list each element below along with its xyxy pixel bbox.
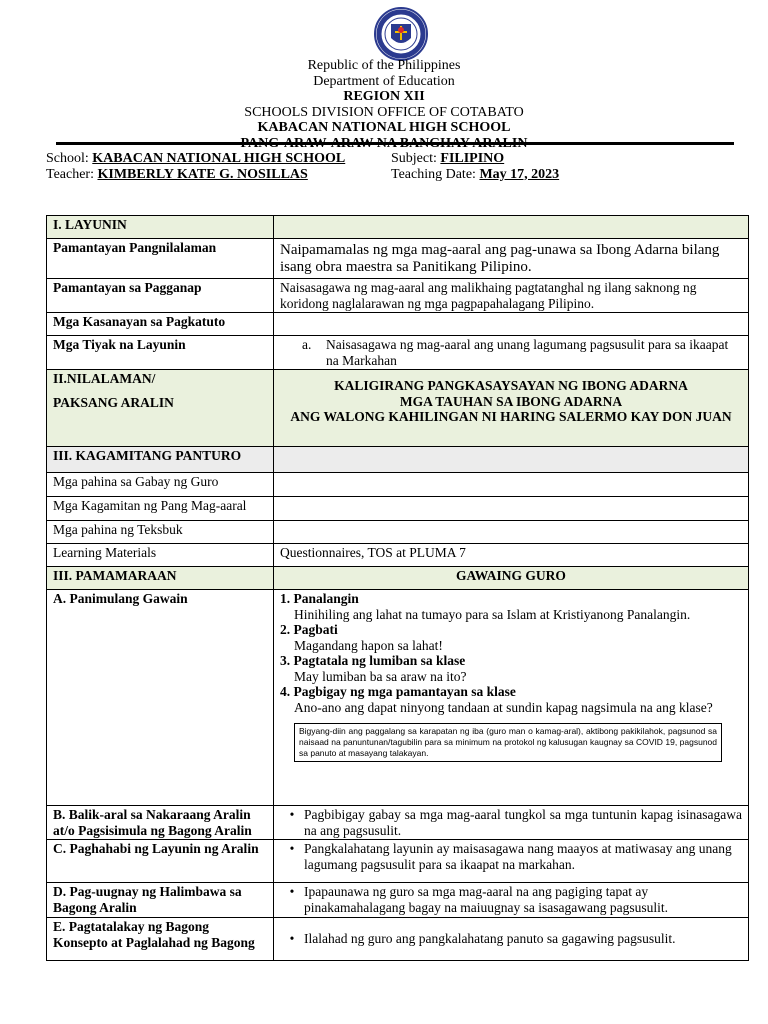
pangnilalaman-label: Pamantayan Pangnilalaman	[47, 239, 274, 279]
empty-cell	[274, 447, 749, 473]
teacher-label: Teacher:	[46, 166, 94, 182]
kagamitan-magaaral-label: Mga Kagamitan ng Pang Mag-aaral	[47, 497, 274, 521]
tiyak-value: Naisasagawa ng mag-aaral ang unang lagumang pagsusulit para sa ikaapat na Markahan	[326, 337, 729, 368]
header-department: Department of Education	[313, 73, 455, 89]
c-label: C. Paghahabi ng Layunin ng Aralin	[47, 840, 274, 883]
date-label: Teaching Date:	[391, 166, 476, 182]
pagganap-value: Naisasagawa ng mag-aaral ang malikhaing pagtatanghal ng ilang saknong ng koridong naglalarawan ng mga pagpapahalagang Pilipino.	[274, 279, 749, 313]
table-row	[47, 544, 749, 567]
bullet: •	[289, 884, 295, 899]
table-row	[47, 447, 749, 473]
bullet: •	[289, 931, 295, 947]
nilalaman-label	[47, 370, 274, 447]
table-row	[47, 370, 749, 447]
nilalaman-label-2: PAKSANG ARALIN	[53, 394, 174, 410]
d-cell	[274, 883, 749, 918]
b-label: B. Balik-aral sa Nakaraang Aralin at/o Pagsisimula ng Bagong Aralin	[47, 806, 274, 840]
teksbuk-label: Mga pahina ng Teksbuk	[47, 521, 274, 544]
b-value: Pagbibigay gabay sa mga mag-aaral tungkol sa mga tuntunin kapag isinasagawa na ang pagsusulit.	[304, 807, 742, 838]
table-row	[47, 473, 749, 497]
step-desc: Magandang hapon sa lahat!	[294, 637, 443, 653]
table-row	[47, 883, 749, 918]
paksa-cell	[274, 370, 749, 447]
empty-cell	[274, 216, 749, 239]
document-header	[0, 58, 768, 151]
tiyak-cell	[274, 336, 749, 370]
header-region: REGION XII	[343, 89, 425, 104]
pangnilalaman-value: Naipamamalas ng mga mag-aaral ang pag-unawa sa Ibong Adarna bilang isang obra maestra sa Panitikang Pilipino.	[274, 239, 749, 279]
step-title: 1. Panalangin	[280, 591, 359, 606]
bullet: •	[289, 807, 295, 822]
step-desc: Hinihiling ang lahat na tumayo para sa Islam at Kristiyanong Panalangin.	[294, 606, 691, 622]
step-title: 4. Pagbigay ng mga pamantayan sa klase	[280, 684, 516, 699]
header-division: SCHOOLS DIVISION OFFICE OF COTABATO	[244, 104, 524, 120]
section-layunin: I. LAYUNIN	[47, 216, 274, 239]
steps-list	[280, 591, 742, 715]
table-row	[47, 336, 749, 370]
pagganap-label: Pamantayan sa Pagganap	[47, 279, 274, 313]
deped-seal-logo	[369, 6, 433, 62]
reminder-box: Bigyang-diin ang paggalang sa karapatan ng iba (guro man o kamag-aral), aktibong pakikilahok, pagsunod sa naisaad na panuntunan/tagubilin para sa minimum na protokol ng kalusugan kaugnay sa COVID 19, pagsunod sa panuto at masayang talakayan.	[294, 723, 722, 762]
table-row	[47, 567, 749, 590]
header-doc-title: PANG-ARAW-ARAW NA BANGHAY ARALIN	[240, 135, 528, 151]
table-row	[47, 313, 749, 336]
header-divider-thick	[56, 142, 734, 145]
subject-value: FILIPINO	[440, 151, 505, 166]
empty-cell	[274, 497, 749, 521]
tiyak-label: Mga Tiyak na Layunin	[47, 336, 274, 370]
header-republic: Republic of the Philippines	[307, 58, 461, 73]
step-desc: May lumiban ba sa araw na ito?	[294, 668, 467, 684]
e-label: E. Pagtatalakay ng Bagong Konsepto at Paglalahad ng Bagong	[47, 918, 274, 961]
school-label: School:	[46, 151, 89, 166]
header-school: KABACAN NATIONAL HIGH SCHOOL	[257, 120, 511, 135]
nilalaman-label-1: II.NILALAMAN/	[53, 371, 156, 386]
step-desc: Ano-ano ang dapat ninyong tandaan at sundin kapag nagsimula na ang klase?	[294, 699, 713, 715]
empty-cell	[274, 521, 749, 544]
table-row	[47, 279, 749, 313]
panimula-cell	[274, 590, 749, 806]
table-row	[47, 216, 749, 239]
paksa-2: MGA TAUHAN SA IBONG ADARNA	[399, 393, 623, 409]
meta-right	[391, 151, 559, 182]
date-value: May 17, 2023	[479, 166, 560, 182]
table-row	[47, 521, 749, 544]
step-title: 3. Pagtatala ng lumiban sa klase	[280, 653, 466, 668]
panimula-label: A. Panimulang Gawain	[47, 590, 274, 806]
table-row	[47, 590, 749, 806]
section-kagamitan: III. KAGAMITANG PANTURO	[47, 447, 274, 473]
table-row	[47, 918, 749, 961]
subject-label: Subject:	[391, 151, 437, 166]
gabay-label: Mga pahina sa Gabay ng Guro	[47, 473, 274, 497]
table-row	[47, 497, 749, 521]
table-row	[47, 806, 749, 840]
step-title: 2. Pagbati	[280, 622, 338, 637]
paksa-1: KALIGIRANG PANGKASAYSAYAN NG IBONG ADARNA	[334, 378, 688, 393]
list-marker: a.	[302, 337, 312, 352]
c-cell	[274, 840, 749, 883]
bullet: •	[289, 841, 295, 856]
table-row	[47, 239, 749, 279]
kasanayan-label: Mga Kasanayan sa Pagkatuto	[47, 313, 274, 336]
d-value: Ipapaunawa ng guro sa mga mag-aaral na ang pagiging tapat ay pinakamahalagang bagay na maiuugnay sa isasagawang pagsusulit.	[304, 884, 669, 915]
lesson-plan-table	[46, 215, 749, 961]
teacher-value: KIMBERLY KATE G. NOSILLAS	[97, 166, 308, 182]
c-value: Pangkalahatang layunin ay maisasagawa nang maayos at matiwasay ang unang lagumang pagsusulit para sa ikaapat na markahan.	[304, 841, 732, 872]
e-value: Ilalahad ng guro ang pangkalahatang panuto sa gagawing pagsusulit.	[304, 931, 676, 947]
b-cell	[274, 806, 749, 840]
learning-value: Questionnaires, TOS at PLUMA 7	[274, 544, 749, 567]
d-label: D. Pag-uugnay ng Halimbawa sa Bagong Aralin	[47, 883, 274, 918]
school-value: KABACAN NATIONAL HIGH SCHOOL	[92, 151, 346, 166]
e-cell	[274, 918, 749, 961]
empty-cell	[274, 473, 749, 497]
empty-cell	[274, 313, 749, 336]
paksa-3: ANG WALONG KAHILINGAN NI HARING SALERMO KAY DON JUAN	[290, 409, 732, 424]
section-pamamaraan: III. PAMAMARAAN	[47, 567, 274, 590]
meta-left	[46, 151, 345, 182]
gawaing-guro-heading: GAWAING GURO	[274, 567, 749, 590]
table-row	[47, 840, 749, 883]
learning-label: Learning Materials	[47, 544, 274, 567]
